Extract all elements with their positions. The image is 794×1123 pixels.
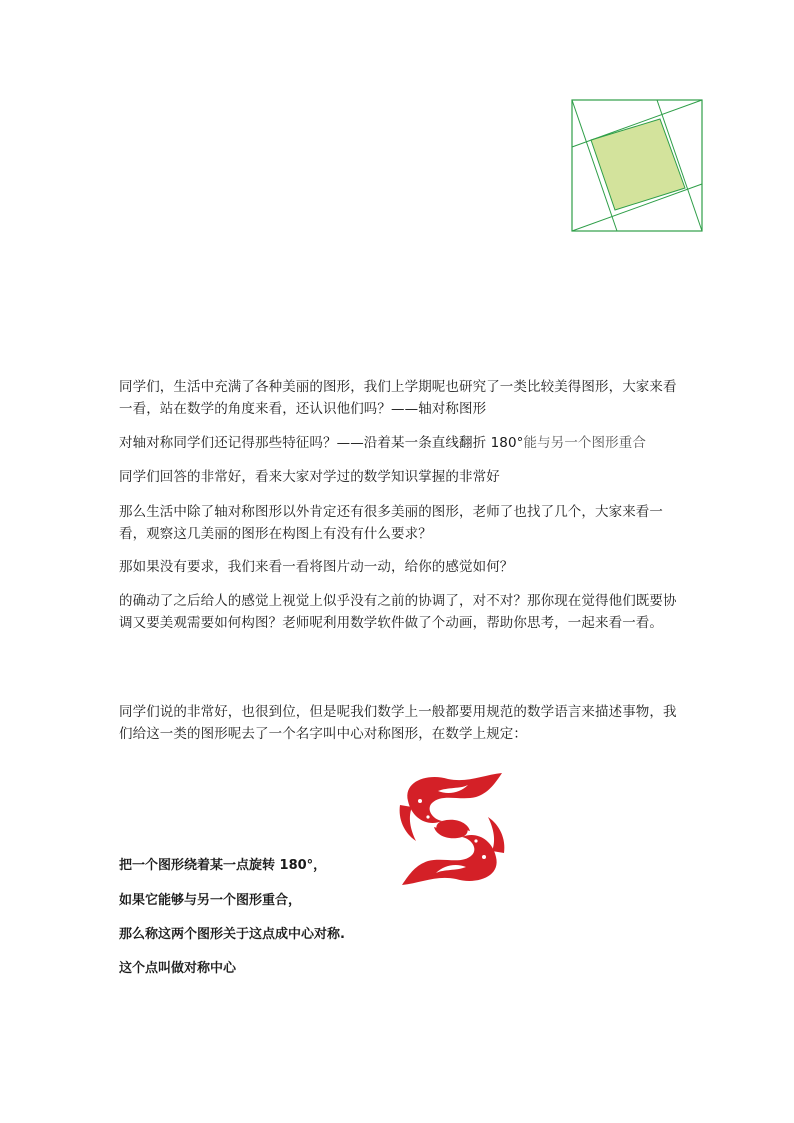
paragraph-2 bbox=[119, 432, 719, 454]
paragraph-5: 那如果没有要求，我们来看一看将图片动一动，给你的感觉如何？ bbox=[119, 559, 514, 575]
definition-line-2: 如果它能够与另一个图形重合， bbox=[119, 893, 302, 908]
paragraph-4: 那么生活中除了轴对称图形以外肯定还有很多美丽的图形，老师了也找了几个，大家来看一看，观察这几美丽的图形在构图上有没有什么要求？ bbox=[119, 504, 663, 542]
paragraph-1: 同学们，生活中充满了各种美丽的图形，我们上学期呢也研究了一类比较美得图形，大家来看一看，站在数学的角度来看，还认识他们吗？——轴对称图形 bbox=[119, 379, 677, 417]
rotated-square-diagram bbox=[571, 99, 703, 232]
paragraph-2-main: 对轴对称同学们还记得那些特征吗？——沿着某一条直线翻折 180° bbox=[119, 435, 524, 451]
paragraph-3: 同学们回答的非常好，看来大家对学过的数学知识掌握的非常好 bbox=[119, 469, 500, 485]
definition-line-1: 把一个图形绕着某一点旋转 180°， bbox=[119, 858, 327, 873]
red-fish-papercut-icon bbox=[398, 771, 506, 887]
definition-line-3: 那么称这两个图形关于这点成中心对称. bbox=[119, 927, 345, 942]
paragraph-6: 的确动了之后给人的感觉上视觉上似乎没有之前的协调了，对不对？那你现在觉得他们既要协调又要美观需要如何构图？老师呢利用数学软件做了个动画，帮助你思考，一起来看一看。 bbox=[119, 593, 677, 631]
paragraph-7: 同学们说的非常好，也很到位，但是呢我们数学上一般都要用规范的数学语言来描述事物，我们给这一类的图形呢去了一个名字叫中心对称图形，在数学上规定： bbox=[119, 704, 677, 742]
definition-line-4: 这个点叫做对称中心 bbox=[119, 961, 237, 976]
paragraph-2-tail: 能与另一个图形重合 bbox=[523, 435, 646, 451]
